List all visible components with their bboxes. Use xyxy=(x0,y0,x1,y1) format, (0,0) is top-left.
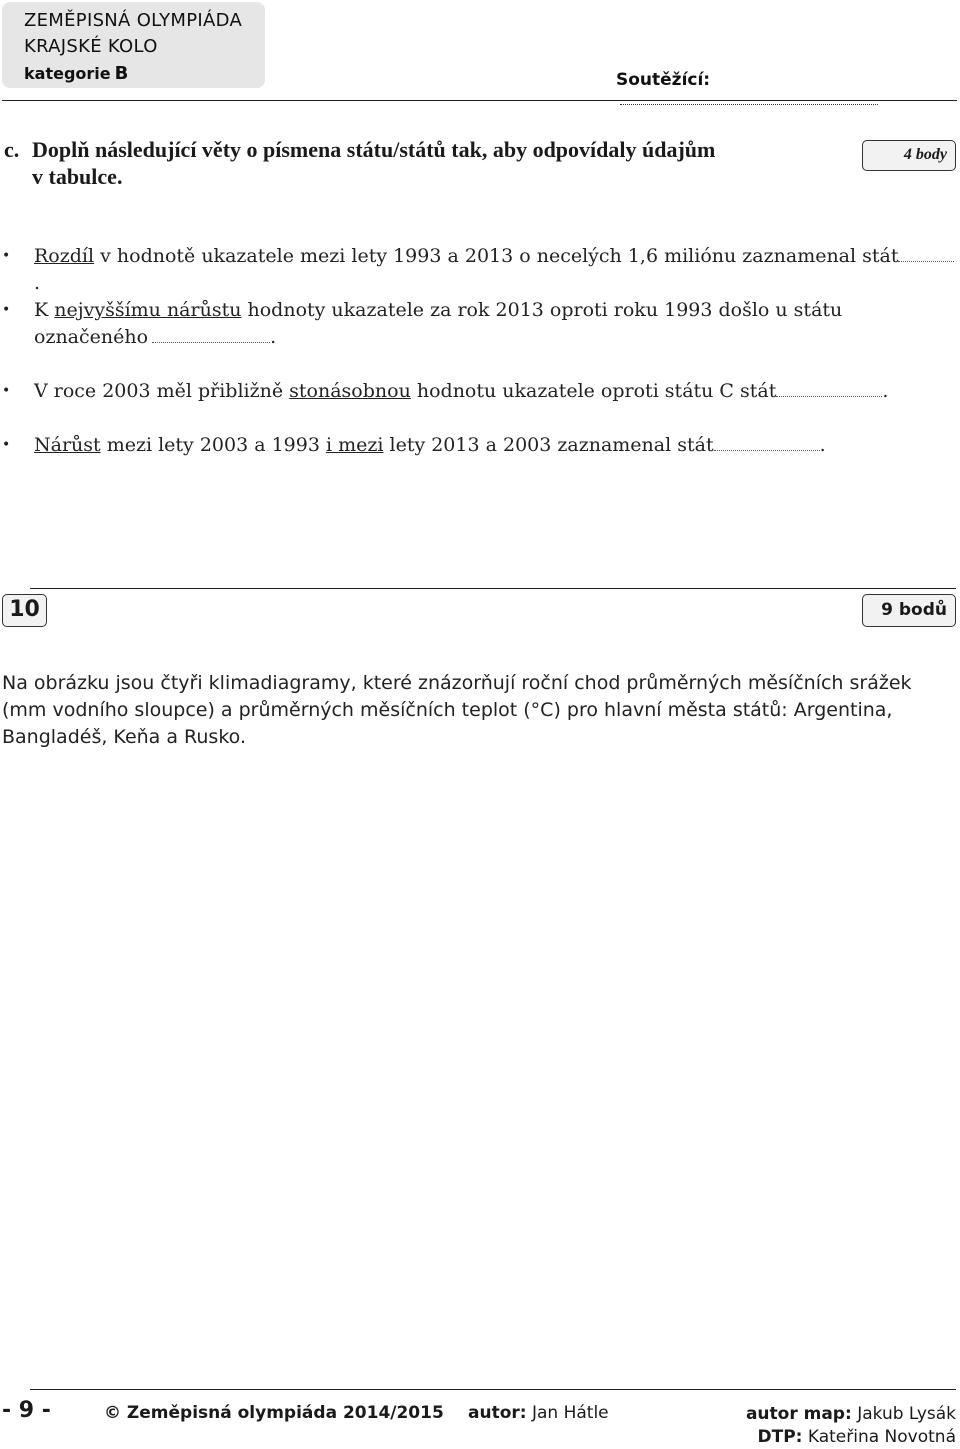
answer-blank-1[interactable] xyxy=(898,244,954,262)
footer-author xyxy=(468,1403,609,1423)
bullet-1-underlined: Rozdíl xyxy=(34,245,95,267)
dtp-name: Kateřina Novotná xyxy=(807,1427,956,1447)
bullet-4-underlined-2: i mezi xyxy=(325,434,384,456)
bullet-3-end: . xyxy=(882,380,889,402)
footer-credits xyxy=(746,1403,956,1449)
dtp-label: DTP: xyxy=(757,1427,803,1447)
bullet-dot-icon: • xyxy=(2,302,11,318)
answer-blank-2[interactable] xyxy=(152,325,270,343)
contestant-field xyxy=(616,70,960,110)
bullet-2-text-start: K xyxy=(34,299,55,321)
bullet-2-text: hodnoty ukazatele za rok 2013 oproti roku 1993 došlo u státu xyxy=(241,299,843,321)
task-c-letter: c. xyxy=(4,137,20,162)
task-c-instruction xyxy=(4,136,804,190)
task-10-line3: Bangladéš, Keňa a Rusko. xyxy=(2,726,246,748)
bullet-1-end: . xyxy=(34,272,41,294)
bullet-2-text-line2: označeného xyxy=(34,326,149,348)
header-box xyxy=(2,2,265,88)
page-number: - 9 - xyxy=(2,1398,51,1423)
task-c-points-badge: 4 body xyxy=(862,140,956,171)
task-c-text-line1: Doplň následující věty o písmena státu/států tak, aby odpovídaly údajům xyxy=(32,137,716,162)
bullet-4-end: . xyxy=(819,434,826,456)
task-c-text-line2: v tabulce. xyxy=(32,164,123,189)
bullet-4-text-2: lety 2013 a 2003 zaznamenal stát xyxy=(383,434,714,456)
bullet-1-text: v hodnotě ukazatele mezi lety 1993 a 2013 o necelých 1,6 miliónu zaznamenal stát xyxy=(94,245,899,267)
section-divider xyxy=(30,588,956,589)
bullet-2-underlined: nejvyššímu nárůstu xyxy=(54,299,242,321)
bullet-3-underlined: stonásobnou xyxy=(289,380,411,402)
bullet-dot-icon: • xyxy=(2,383,11,399)
bullet-3-text: hodnotu ukazatele oproti státu C stát xyxy=(410,380,777,402)
bullet-3-text-start: V roce 2003 měl přibližně xyxy=(34,380,290,402)
answer-blank-4[interactable] xyxy=(714,433,820,451)
answer-blank-3[interactable] xyxy=(776,379,882,397)
round-title: KRAJSKÉ KOLO xyxy=(24,36,158,57)
bullet-dot-icon: • xyxy=(2,437,11,453)
map-author-label: autor map: xyxy=(745,1404,852,1424)
task-number-badge: 10 xyxy=(2,594,47,627)
task-10-line1: Na obrázku jsou čtyři klimadiagramy, které znázorňují roční chod průměrných měsíčních srážek xyxy=(2,672,912,694)
category xyxy=(24,60,265,88)
bullet-2-end: . xyxy=(270,326,277,348)
author-name: Jan Hátle xyxy=(531,1403,609,1423)
category-label: kategorie xyxy=(24,64,111,83)
olympiad-title: ZEMĚPISNÁ OLYMPIÁDA xyxy=(24,10,243,31)
bullet-4-text: mezi lety 2003 a 1993 xyxy=(100,434,326,456)
task-10-line2: (mm vodního sloupce) a průměrných měsíčních teplot (°C) pro hlavní města států: Argentina, xyxy=(2,699,893,721)
footer-divider xyxy=(30,1389,956,1390)
footer-copyright: © Zeměpisná olympiáda 2014/2015 xyxy=(104,1403,444,1423)
bullet-dot-icon: • xyxy=(2,248,11,264)
header-divider xyxy=(2,100,957,101)
bullet-4-underlined: Nárůst xyxy=(34,434,101,456)
category-value: B xyxy=(114,63,129,84)
task-10-points-badge: 9 bodů xyxy=(862,594,956,627)
author-label: autor: xyxy=(468,1403,527,1423)
task-10-instruction xyxy=(2,670,942,751)
contestant-label: Soutěžící: xyxy=(616,70,711,90)
map-author-name: Jakub Lysák xyxy=(857,1404,956,1424)
contestant-name-blank[interactable] xyxy=(620,91,878,105)
